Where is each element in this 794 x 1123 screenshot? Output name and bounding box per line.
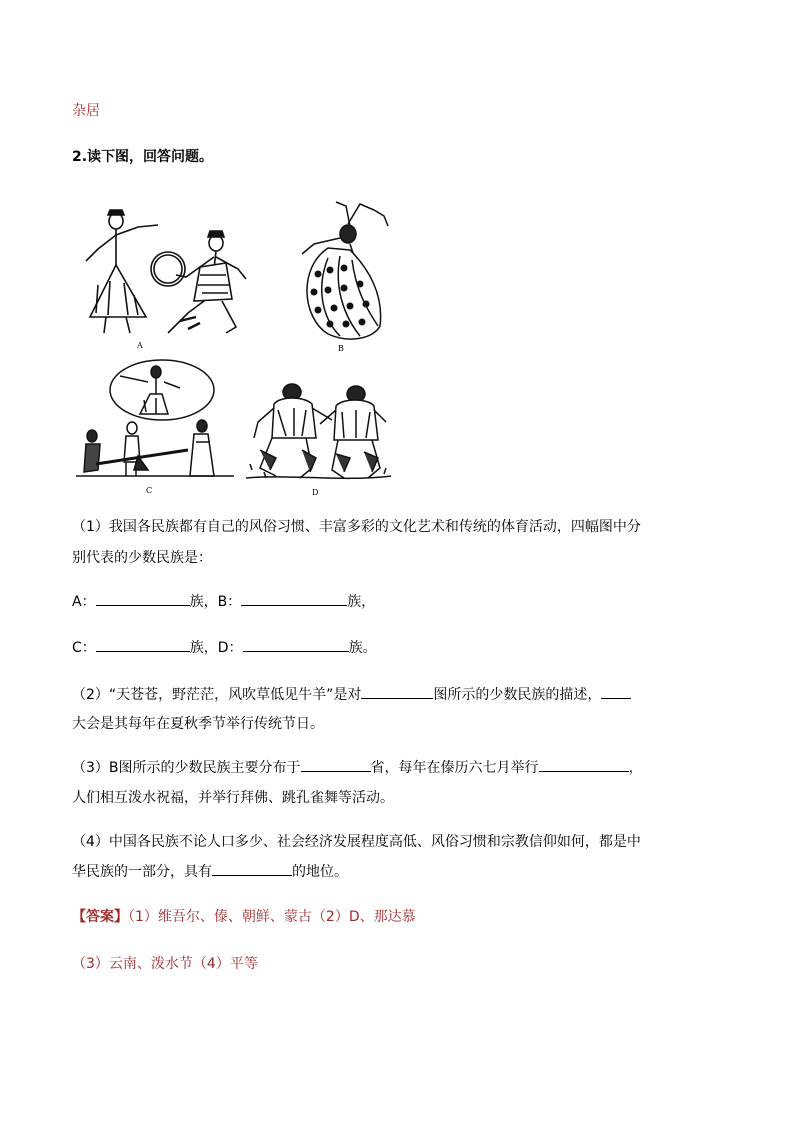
q4-text-line2 (72, 861, 348, 882)
uyghur-dancers-illustration (76, 205, 256, 340)
q3-line1-a: （3）B图所示的少数民族主要分布于 (72, 760, 301, 776)
q4-line2-a: 华民族的一部分，具有 (72, 864, 212, 880)
figure-d-label: D (312, 488, 319, 497)
answer-tag: 【答案】 (72, 909, 128, 925)
q3-text-line1 (72, 757, 643, 778)
q3-text-line2: 人们相互泼水祝福，并举行拜佛、跳孔雀舞等活动。 (72, 790, 394, 806)
figure-a-uyghur-dance (76, 205, 256, 340)
q1-a-label: A： (72, 594, 96, 610)
q1-blanks-cd (72, 637, 377, 658)
q4-text-line1: （4）中国各民族不论人口多少、社会经济发展程度高低、风俗习惯和宗教信仰如何，都是中 (72, 834, 641, 850)
q1-d-blank[interactable] (243, 637, 349, 652)
q1-c-blank[interactable] (96, 637, 190, 652)
figure-a-label: A (137, 341, 143, 350)
q1-b-label: 族，B： (189, 594, 242, 610)
q1-b-blank[interactable] (241, 591, 347, 606)
q1-after-b: 族， (347, 594, 376, 610)
q1-text-line1: （1）我国各民族都有自己的风俗习惯、丰富多彩的文化艺术和传统的体育活动，四幅图中分 (72, 519, 641, 535)
figure-c-label: C (146, 486, 153, 495)
question-title: 2.读下图，回答问题。 (72, 149, 214, 165)
q2-text-line2: 大会是其每年在夏秋季节举行传统节日。 (72, 716, 324, 732)
answer-line1 (72, 907, 416, 927)
q3-line1-c: ， (628, 760, 643, 776)
q1-d-label: 族，D： (189, 640, 243, 656)
q4-line2-b: 的地位。 (292, 864, 348, 880)
q1-a-blank[interactable] (96, 591, 190, 606)
answer-text-1: （1）维吾尔、傣、朝鲜、蒙古（2）D、那达慕 (128, 909, 416, 925)
figure-b-label: B (338, 344, 344, 353)
q1-text-line2: 别代表的少数民族是： (72, 550, 212, 566)
q2-line1-a: （2）“天苍苍，野茫茫，风吹草低见牛羊”是对 (72, 687, 362, 703)
q4-status-blank[interactable] (212, 861, 292, 876)
q2-text-line1 (72, 684, 631, 705)
header-word: 杂居 (72, 103, 100, 119)
answer-line2: （3）云南、泼水节（4）平等 (72, 956, 258, 972)
q2-festival-blank[interactable] (601, 684, 631, 699)
q3-festival-blank[interactable] (539, 757, 629, 772)
q1-c-label: C： (72, 640, 96, 656)
q3-province-blank[interactable] (301, 757, 371, 772)
q2-line1-b: 图所示的少数民族的描述， (433, 687, 602, 703)
figure-b-dai-peacock-dance (288, 198, 396, 346)
q1-after-d: 族。 (348, 640, 377, 656)
figure-c-korean-seesaw (76, 358, 234, 483)
wrestlers-illustration (246, 378, 391, 483)
figure-d-mongolian-wrestling (246, 378, 391, 483)
seesaw-jumping-illustration (76, 358, 234, 483)
q3-line1-b: 省，每年在傣历六七月举行 (370, 760, 539, 776)
q2-figure-blank[interactable] (361, 684, 433, 699)
q1-blanks-ab (72, 591, 375, 612)
peacock-dancer-illustration (288, 198, 396, 346)
